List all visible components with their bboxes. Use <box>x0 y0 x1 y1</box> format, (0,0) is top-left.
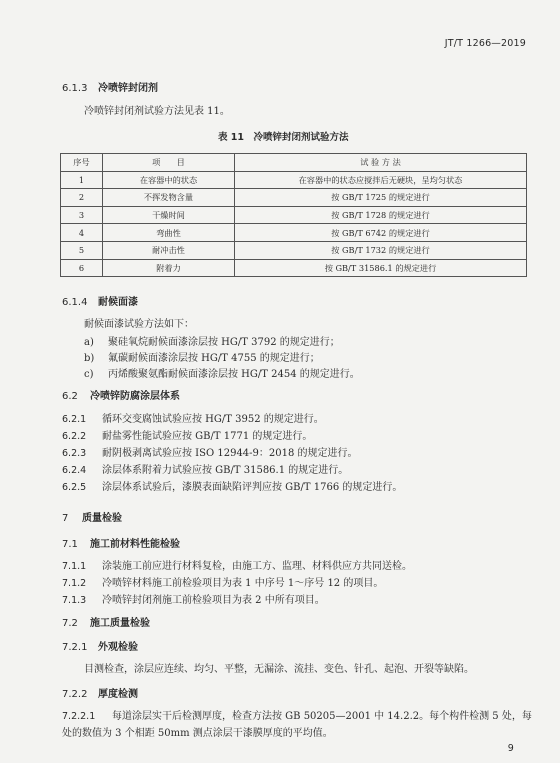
paragraph-6-1-3: 冷喷锌封闭剂试验方法见表 11。 <box>84 106 230 117</box>
clause-6-2-2 <box>62 427 312 442</box>
clause-6-2-3 <box>62 444 358 459</box>
clause-number: 6.2.4 <box>62 465 87 476</box>
table-row <box>61 206 527 224</box>
clause-number: 6.2.1 <box>62 414 87 425</box>
col-header-method: 试 验 方 法 <box>235 154 527 172</box>
section-number: 6.1.4 <box>62 297 88 308</box>
clause-7-1-1 <box>62 557 412 572</box>
cell-index: 6 <box>61 259 103 277</box>
section-title: 外观检验 <box>98 642 138 653</box>
list-item <box>84 333 340 348</box>
clause-number: 7.2.2.1 <box>62 711 96 722</box>
cell-method: 按 GB/T 6742 的规定进行 <box>235 224 527 242</box>
section-title: 冷喷锌封闭剂 <box>98 83 158 94</box>
section-title: 耐候面漆 <box>98 297 138 308</box>
paragraph-6-1-4-intro: 耐候面漆试验方法如下： <box>84 319 194 330</box>
section-title: 质量检验 <box>82 513 122 524</box>
table-caption: 表 11 冷喷锌封闭剂试验方法 <box>218 132 349 143</box>
heading-7-2 <box>62 614 150 629</box>
cell-index: 4 <box>61 224 103 242</box>
clause-number: 7.1.2 <box>62 578 87 589</box>
col-header-item: 项 目 <box>103 154 235 172</box>
table-row <box>61 224 527 242</box>
list-marker: b) <box>84 353 95 364</box>
section-number: 7.2.1 <box>62 642 88 653</box>
heading-6-1-4 <box>62 293 138 308</box>
clause-number: 6.2.2 <box>62 431 87 442</box>
table-row <box>61 241 527 259</box>
clause-6-2-4 <box>62 461 348 476</box>
table-row <box>61 259 527 277</box>
cell-method: 按 GB/T 1728 的规定进行 <box>235 206 527 224</box>
heading-6-1-3 <box>62 79 158 94</box>
heading-7-2-2 <box>62 685 138 700</box>
cell-item: 在容器中的状态 <box>103 171 235 189</box>
clause-6-2-5 <box>62 478 402 493</box>
clause-text: 冷喷锌封闭剂施工前检验项目为表 2 中所有项目。 <box>102 595 325 606</box>
heading-7-1 <box>62 535 180 550</box>
list-item <box>84 365 360 380</box>
section-title: 厚度检测 <box>98 689 138 700</box>
clause-number: 6.2.3 <box>62 448 87 459</box>
list-marker: c) <box>84 369 94 380</box>
cell-item: 附着力 <box>103 259 235 277</box>
list-text: 丙烯酸聚氨酯耐候面漆涂层按 HG/T 2454 的规定进行。 <box>108 369 360 380</box>
clause-number: 6.2.5 <box>62 482 87 493</box>
section-number: 7.1 <box>62 539 78 550</box>
section-title: 施工质量检验 <box>90 618 150 629</box>
clause-text: 循环交变腐蚀试验应按 HG/T 3952 的规定进行。 <box>102 414 324 425</box>
list-item <box>84 349 320 364</box>
clause-number: 7.1.3 <box>62 595 87 606</box>
heading-7-2-1 <box>62 638 138 653</box>
clause-text: 耐阴极剥离试验应按 ISO 12944-9：2018 的规定进行。 <box>102 448 358 459</box>
cell-method: 按 GB/T 1732 的规定进行 <box>235 241 527 259</box>
clause-number: 7.1.1 <box>62 561 87 572</box>
table-row <box>61 171 527 189</box>
cell-index: 5 <box>61 241 103 259</box>
test-method-table <box>60 153 527 277</box>
clause-7-1-3 <box>62 591 325 606</box>
clause-7-1-2 <box>62 574 383 589</box>
clause-6-2-1 <box>62 410 324 425</box>
clause-text: 耐盐雾性能试验应按 GB/T 1771 的规定进行。 <box>102 431 313 442</box>
section-number: 7.2 <box>62 618 78 629</box>
clause-text: 冷喷锌材料施工前检验项目为表 1 中序号 1～序号 12 的项目。 <box>102 578 384 589</box>
section-number: 6.2 <box>62 391 78 402</box>
list-text: 聚硅氧烷耐候面漆涂层按 HG/T 3792 的规定进行； <box>108 337 340 348</box>
col-header-index: 序号 <box>61 154 103 172</box>
list-marker: a) <box>84 337 94 348</box>
table-row <box>61 189 527 207</box>
section-title: 施工前材料性能检验 <box>90 539 180 550</box>
cell-method: 按 GB/T 1725 的规定进行 <box>235 189 527 207</box>
clause-text-line1: 每道涂层实干后检测厚度，检查方法按 GB 50205—2001 中 14.2.2。每个构件检测 5 处，每 <box>112 711 532 722</box>
cell-index: 1 <box>61 171 103 189</box>
clause-text: 涂层体系附着力试验应按 GB/T 31586.1 的规定进行。 <box>102 465 349 476</box>
clause-text: 涂层体系试验后，漆膜表面缺陷评判应按 GB/T 1766 的规定进行。 <box>102 482 403 493</box>
cell-item: 干燥时间 <box>103 206 235 224</box>
cell-method: 在容器中的状态应搅拌后无硬块，呈均匀状态 <box>235 171 527 189</box>
cell-index: 2 <box>61 189 103 207</box>
page-number: 9 <box>507 743 514 754</box>
heading-6-2 <box>62 387 180 402</box>
clause-text-line2: 处的数值为 3 个相距 50mm 测点涂层干漆膜厚度的平均值。 <box>62 728 333 739</box>
section-number: 7.2.2 <box>62 689 88 700</box>
section-number: 7 <box>62 513 69 524</box>
standard-number: JT/T 1266—2019 <box>444 38 526 49</box>
cell-method: 按 GB/T 31586.1 的规定进行 <box>235 259 527 277</box>
paragraph-7-2-1: 目测检查，涂层应连续、均匀、平整，无漏涂、流挂、变色、针孔、起泡、开裂等缺陷。 <box>84 664 474 675</box>
clause-text: 涂装施工前应进行材料复检，由施工方、监理、材料供应方共同送检。 <box>102 561 412 572</box>
section-title: 冷喷锌防腐涂层体系 <box>90 391 180 402</box>
cell-item: 耐冲击性 <box>103 241 235 259</box>
clause-7-2-2-1 <box>62 707 532 722</box>
cell-index: 3 <box>61 206 103 224</box>
list-text: 氟碳耐候面漆涂层按 HG/T 4755 的规定进行； <box>108 353 320 364</box>
cell-item: 弯曲性 <box>103 224 235 242</box>
table-header-row <box>61 154 527 172</box>
cell-item: 不挥发物含量 <box>103 189 235 207</box>
section-number: 6.1.3 <box>62 83 88 94</box>
heading-7 <box>62 509 122 524</box>
